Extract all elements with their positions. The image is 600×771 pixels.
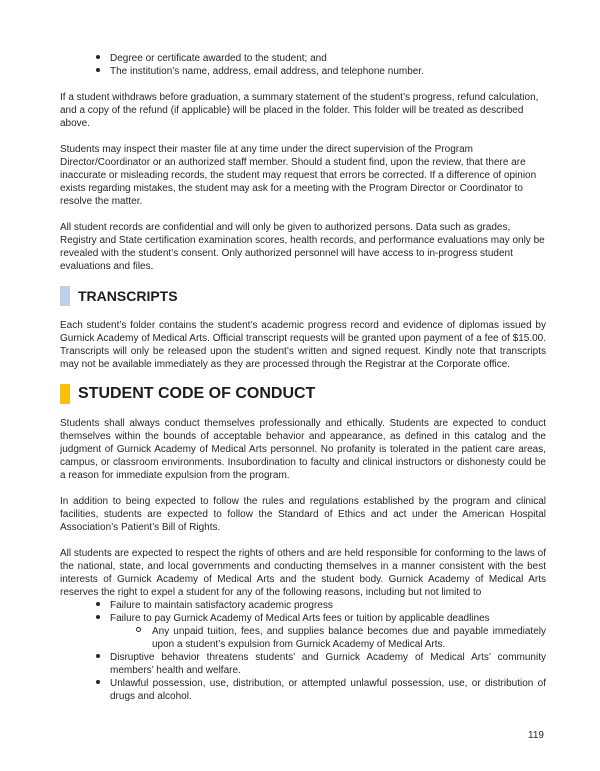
bullet-dot-icon — [96, 615, 100, 619]
page-number: 119 — [528, 730, 544, 741]
paragraph-inspect: Students may inspect their master file at any time under the direct supervision of the Program Director/Coordinator or an authorized staff member. Should a student find, upon the review, that there are inaccurate or misleading records, the student may request that errors be corrected. If a difference of opinion exists regarding mistakes, the student may ask for a meeting with the Program Director or Coordinator to resolve the matter. — [60, 144, 537, 207]
page-content — [60, 52, 546, 703]
conduct-heading-text: STUDENT CODE OF CONDUCT — [78, 385, 316, 402]
heading-marker-blue — [60, 286, 70, 306]
list-item-text: Failure to pay Gurnick Academy of Medical Arts fees or tuition by applicable deadlines — [110, 613, 490, 624]
list-item — [60, 599, 546, 612]
list-item — [60, 651, 546, 677]
sub-list-item — [60, 625, 546, 651]
records-bullet-list — [60, 52, 546, 78]
list-item — [60, 612, 546, 625]
paragraph-conduct-3: All students are expected to respect the rights of others and are held responsible for conforming to the laws of the national, state, and local governments and conducting themselves in a manner consistent with the best interests of Gurnick Academy of Medical Arts and the student body. Gurnick Academy of Medical Arts reserves the right to expel a student for any of the following reasons, including but not limited to — [60, 548, 546, 598]
bullet-dot-icon — [96, 55, 100, 59]
paragraph-confidential: All student records are confidential and will only be given to authorized persons. Data such as grades, Registry and State certification examination scores, health records, and performance evaluations may only be revealed with the student’s consent. Only authorized personnel will have access to in-progress student evaluations and files. — [60, 222, 545, 272]
bullet-circle-icon — [136, 627, 141, 632]
paragraph-transcripts-body: Each student’s folder contains the student’s academic progress record and evidence of diplomas issued by Gurnick Academy of Medical Arts. Official transcript requests will be granted upon payment of a fee of $15.00. Transcripts will only be released upon the student’s written and signed request. Kindly note that transcripts may not be available immediately as they are processed through the Registrar at the Corporate office. — [60, 320, 546, 370]
bullet-dot-icon — [96, 654, 100, 658]
list-item-text: Unlawful possession, use, distribution, or attempted unlawful possession, use, or distribution of drugs and alcohol. — [110, 678, 546, 702]
conduct-bullet-list — [60, 599, 546, 703]
conduct-heading — [60, 384, 546, 404]
list-item — [60, 52, 546, 65]
bullet-dot-icon — [96, 680, 100, 684]
list-item-text: Any unpaid tuition, fees, and supplies balance becomes due and payable immediately upon a student’s expulsion from Gurnick Academy of Medical Arts. — [152, 626, 546, 650]
list-item — [60, 65, 546, 78]
bullet-dot-icon — [96, 68, 100, 72]
transcripts-heading — [60, 286, 546, 306]
list-item-text: Failure to maintain satisfactory academic progress — [110, 600, 333, 611]
list-item — [60, 677, 546, 703]
transcripts-heading-text: TRANSCRIPTS — [78, 288, 178, 304]
list-item-text: Disruptive behavior threatens students’ and Gurnick Academy of Medical Arts’ community members’ health and welfare. — [110, 652, 546, 676]
heading-marker-yellow — [60, 384, 70, 404]
paragraph-withdraw: If a student withdraws before graduation, a summary statement of the student’s progress, refund calculation, and a copy of the refund (if applicable) will be placed in the folder. This folder will be treated as described above. — [60, 92, 539, 129]
list-item-text: The institution’s name, address, email address, and telephone number. — [110, 66, 424, 77]
bullet-dot-icon — [96, 602, 100, 606]
paragraph-conduct-2: In addition to being expected to follow the rules and regulations established by the program and clinical facilities, students are expected to follow the Standard of Ethics and act under the American Hospital Association’s Patient’s Bill of Rights. — [60, 496, 546, 533]
paragraph-conduct-1: Students shall always conduct themselves professionally and ethically. Students are expected to conduct themselves within the bounds of acceptable behavior and appearance, as defined in this catalog and the judgment of Gurnick Academy of Medical Arts personnel. No profanity is tolerated in the patient care areas, campus, or classroom environments. Insubordination to faculty and clinical instructors or dishonesty could be a reason for immediate expulsion from the program. — [60, 418, 546, 481]
list-item-text: Degree or certificate awarded to the student; and — [110, 53, 327, 64]
